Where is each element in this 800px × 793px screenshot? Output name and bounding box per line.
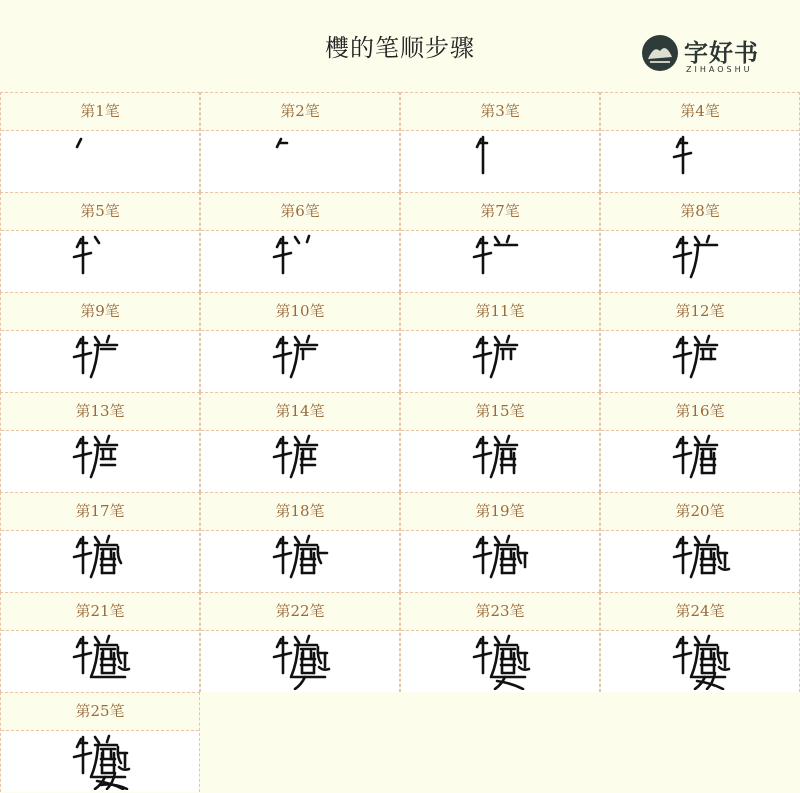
stroke-path: [291, 545, 298, 577]
stroke-path: [318, 547, 321, 563]
stroke-step-label: 第21笔: [1, 593, 199, 631]
stroke-step-label: 第4笔: [601, 93, 799, 131]
character-glyph: [671, 133, 731, 190]
stroke-step-canvas: [1, 631, 199, 692]
stroke-path: [118, 647, 121, 663]
character-glyph: [71, 733, 131, 790]
stroke-path: [691, 345, 698, 377]
stroke-path: [507, 636, 509, 642]
stroke-path: [307, 236, 309, 242]
stroke-step-canvas: [401, 631, 599, 692]
stroke-step-label: 第6笔: [201, 193, 399, 231]
stroke-step-canvas: [401, 331, 599, 392]
header: [0, 0, 800, 92]
character-glyph: [471, 333, 531, 390]
stroke-step-cell: [400, 392, 600, 492]
stroke-path: [695, 437, 699, 443]
stroke-path: [518, 647, 521, 663]
character-glyph: [71, 433, 131, 490]
stroke-path: [695, 537, 699, 543]
stroke-step-canvas: [201, 331, 399, 392]
stroke-path: [291, 445, 298, 477]
character-glyph: [471, 233, 531, 290]
stroke-path: [691, 545, 698, 577]
stroke-step-cell: [600, 592, 800, 692]
stroke-path: [295, 437, 299, 443]
stroke-path: [107, 536, 109, 542]
stroke-step-canvas: [401, 131, 599, 192]
stroke-path: [118, 547, 121, 563]
stroke-path: [95, 337, 99, 343]
stroke-path: [707, 536, 709, 542]
stroke-step-cell: [200, 92, 400, 192]
page-title: 欆的笔顺步骤: [325, 34, 475, 62]
character-glyph: [271, 333, 331, 390]
stroke-path: [95, 437, 99, 443]
stroke-path: [295, 537, 299, 543]
stroke-path: [91, 545, 98, 577]
stroke-path: [495, 437, 499, 443]
stroke-step-canvas: [201, 531, 399, 592]
stroke-step-canvas: [1, 331, 199, 392]
stroke-step-canvas: [201, 131, 399, 192]
stroke-step-canvas: [1, 531, 199, 592]
stroke-path: [295, 677, 305, 689]
character-glyph: [271, 233, 331, 290]
stroke-step-cell: [0, 292, 200, 392]
stroke-step-cell: [400, 192, 600, 292]
stroke-step-label: 第3笔: [401, 93, 599, 131]
stroke-step-cell: [0, 392, 200, 492]
stroke-path: [91, 445, 98, 477]
character-glyph: [671, 533, 731, 590]
stroke-step-label: 第8笔: [601, 193, 799, 231]
stroke-path: [91, 645, 98, 677]
stroke-path: [707, 336, 709, 342]
stroke-step-cell: [600, 492, 800, 592]
character-glyph: [71, 133, 131, 190]
stroke-path: [507, 336, 509, 342]
stroke-step-label: 第19笔: [401, 493, 599, 531]
stroke-path: [91, 345, 98, 377]
stroke-step-cell: [600, 392, 800, 492]
stroke-path: [491, 645, 498, 677]
stroke-step-label: 第15笔: [401, 393, 599, 431]
stroke-path: [101, 785, 127, 790]
stroke-step-label: 第5笔: [1, 193, 199, 231]
stroke-path: [295, 237, 299, 243]
stroke-step-canvas: [201, 231, 399, 292]
stroke-step-canvas: [1, 231, 199, 292]
stroke-path: [318, 647, 321, 663]
stroke-step-cell: [0, 492, 200, 592]
stroke-step-label: 第12笔: [601, 293, 799, 331]
stroke-path: [107, 336, 109, 342]
stroke-path: [307, 536, 309, 542]
stroke-path: [107, 436, 109, 442]
stroke-path: [91, 745, 98, 777]
character-glyph: [671, 633, 731, 690]
stroke-path: [491, 445, 498, 477]
stroke-step-label: 第2笔: [201, 93, 399, 131]
stroke-step-cell: [0, 192, 200, 292]
character-glyph: [71, 633, 131, 690]
stroke-path: [495, 237, 499, 243]
stroke-path: [307, 636, 309, 642]
stroke-step-cell: [600, 92, 800, 192]
stroke-step-label: 第23笔: [401, 593, 599, 631]
stroke-path: [507, 236, 509, 242]
stroke-path: [707, 636, 709, 642]
character-glyph: [271, 433, 331, 490]
character-glyph: [71, 333, 131, 390]
stroke-path: [691, 245, 698, 277]
stroke-path: [691, 645, 698, 677]
stroke-step-cell: [400, 92, 600, 192]
stroke-step-label: 第9笔: [1, 293, 199, 331]
stroke-path: [691, 445, 698, 477]
stroke-step-cell: [400, 592, 600, 692]
stroke-step-canvas: [1, 431, 199, 492]
stroke-step-cell: [400, 292, 600, 392]
stroke-path: [695, 337, 699, 343]
stroke-step-canvas: [601, 631, 799, 692]
stroke-step-label: 第18笔: [201, 493, 399, 531]
stroke-path: [307, 336, 309, 342]
stroke-step-label: 第13笔: [1, 393, 199, 431]
stroke-step-label: 第17笔: [1, 493, 199, 531]
stroke-path: [291, 345, 298, 377]
stroke-step-canvas: [401, 431, 599, 492]
character-glyph: [71, 233, 131, 290]
stroke-step-label: 第11笔: [401, 293, 599, 331]
character-glyph: [271, 533, 331, 590]
logo-emblem-icon: [642, 35, 678, 71]
stroke-step-cell: [200, 492, 400, 592]
character-glyph: [271, 133, 331, 190]
stroke-step-cell: [400, 492, 600, 592]
stroke-step-cell: [600, 192, 800, 292]
stroke-path: [507, 436, 509, 442]
stroke-path: [95, 237, 99, 243]
character-glyph: [71, 533, 131, 590]
stroke-path: [95, 737, 99, 743]
stroke-path: [507, 536, 509, 542]
stroke-step-canvas: [1, 131, 199, 192]
stroke-step-cell: [200, 592, 400, 692]
character-glyph: [471, 133, 531, 190]
stroke-step-label: 第22笔: [201, 593, 399, 631]
stroke-path: [107, 773, 115, 789]
stroke-step-canvas: [401, 531, 599, 592]
brand-logo: [642, 33, 772, 77]
stroke-path: [495, 537, 499, 543]
stroke-step-cell: [0, 592, 200, 692]
stroke-step-label: 第10笔: [201, 293, 399, 331]
stroke-step-canvas: [601, 231, 799, 292]
stroke-path: [107, 636, 109, 642]
stroke-step-cell: [200, 392, 400, 492]
stroke-path: [118, 747, 121, 763]
stroke-step-cell: [0, 692, 200, 792]
stroke-step-label: 第25笔: [1, 693, 199, 731]
character-glyph: [671, 233, 731, 290]
stroke-step-cell: [200, 192, 400, 292]
stroke-step-label: 第1笔: [1, 93, 199, 131]
stroke-step-canvas: [1, 731, 199, 792]
stroke-step-label: 第7笔: [401, 193, 599, 231]
stroke-step-cell: [0, 92, 200, 192]
stroke-step-cell: [600, 292, 800, 392]
logo-subtext: ZIHAOSHU: [686, 65, 753, 74]
stroke-path: [491, 345, 498, 377]
stroke-step-label: 第14笔: [201, 393, 399, 431]
stroke-path: [291, 645, 298, 677]
stroke-step-canvas: [201, 431, 399, 492]
stroke-step-canvas: [401, 231, 599, 292]
stroke-step-canvas: [601, 431, 799, 492]
stroke-path: [718, 647, 721, 663]
stroke-path: [695, 637, 699, 643]
stroke-path: [107, 736, 109, 742]
stroke-step-label: 第16笔: [601, 393, 799, 431]
stroke-step-canvas: [601, 331, 799, 392]
stroke-path: [77, 139, 81, 147]
stroke-path: [495, 637, 499, 643]
stroke-path: [707, 436, 709, 442]
stroke-path: [495, 337, 499, 343]
character-glyph: [471, 633, 531, 690]
logo-text: 字好书: [684, 38, 759, 67]
stroke-path: [707, 236, 709, 242]
stroke-path: [718, 547, 721, 563]
character-glyph: [471, 433, 531, 490]
stroke-step-canvas: [601, 131, 799, 192]
stroke-step-label: 第24笔: [601, 593, 799, 631]
stroke-step-label: 第20笔: [601, 493, 799, 531]
character-glyph: [471, 533, 531, 590]
stroke-step-canvas: [201, 631, 399, 692]
stroke-path: [518, 547, 521, 563]
stroke-path: [695, 237, 699, 243]
stroke-step-cell: [200, 292, 400, 392]
character-glyph: [271, 633, 331, 690]
stroke-path: [95, 537, 99, 543]
character-glyph: [671, 333, 731, 390]
stroke-path: [95, 637, 99, 643]
stroke-path: [295, 637, 299, 643]
character-glyph: [671, 433, 731, 490]
stroke-path: [307, 436, 309, 442]
stroke-path: [295, 337, 299, 343]
stroke-step-canvas: [601, 531, 799, 592]
stroke-path: [491, 545, 498, 577]
stroke-path: [707, 673, 715, 689]
